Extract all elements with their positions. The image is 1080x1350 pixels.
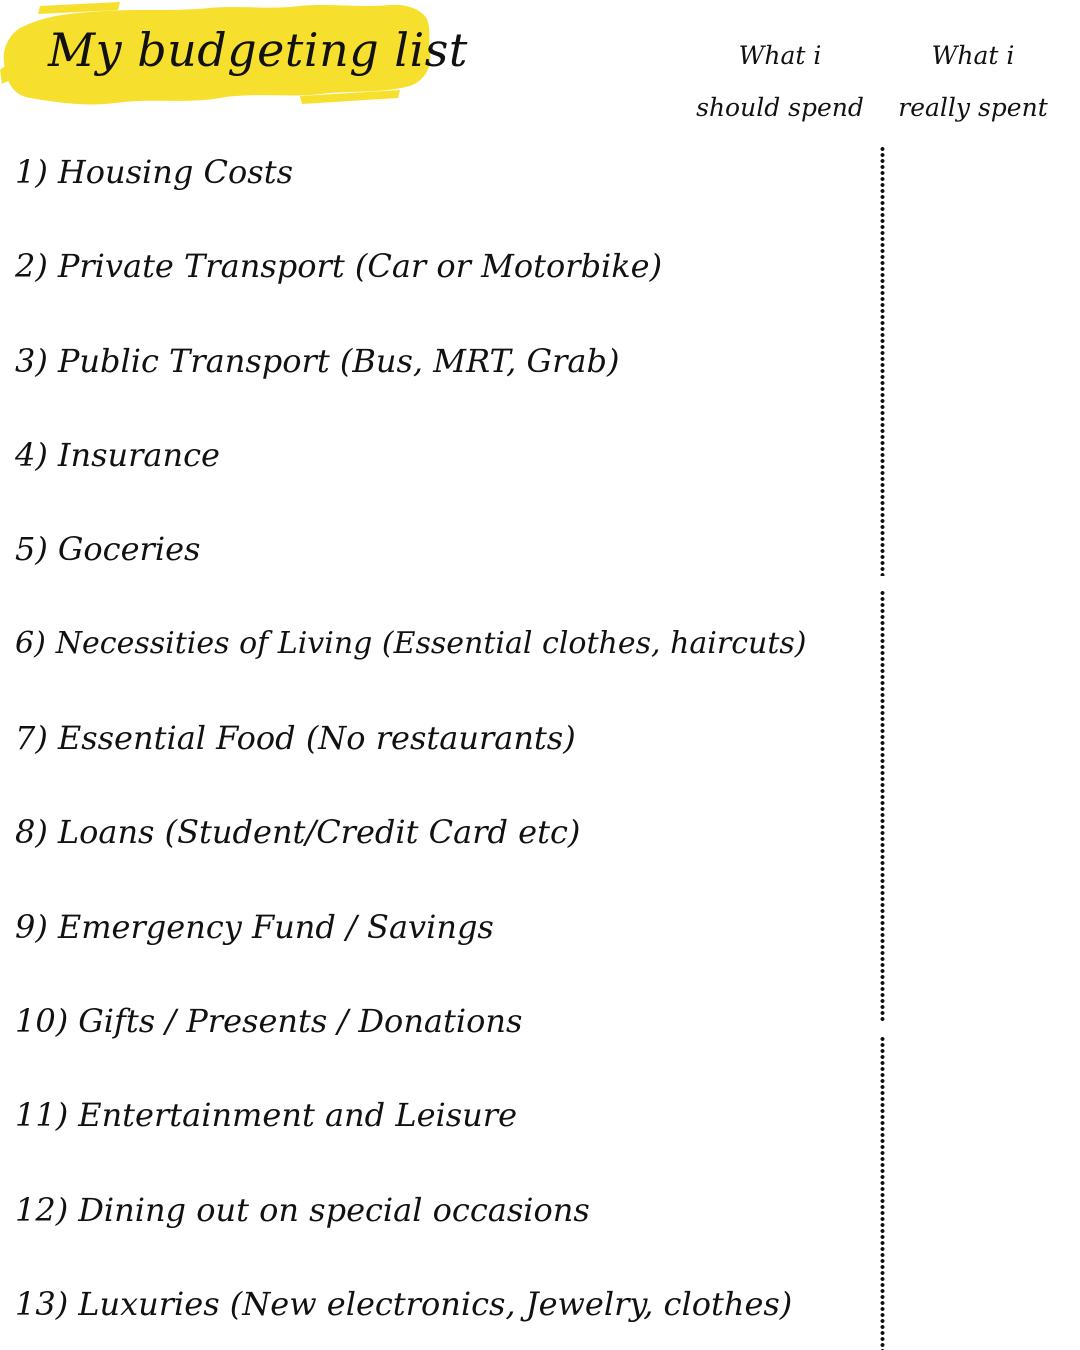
budget-item-number: 3): [15, 342, 48, 380]
budget-item-number: 10): [15, 1002, 69, 1040]
budget-item-number: 7): [15, 719, 48, 757]
page-title: My budgeting list: [48, 23, 468, 77]
budget-item-number: 12): [15, 1191, 69, 1229]
budget-item: [15, 624, 807, 664]
budget-item-label: Luxuries (New electronics, Jewelry, clothes): [78, 1285, 793, 1323]
budget-item-label: Public Transport (Bus, MRT, Grab): [57, 342, 620, 380]
budget-item-number: 1): [15, 153, 48, 191]
budget-item-label: Dining out on special occasions: [78, 1191, 590, 1229]
column-header-really-spent-line1: What i: [931, 41, 1015, 70]
column-header-should-spend-line2: should spend: [696, 93, 864, 122]
column-header-should-spend: [695, 30, 865, 134]
budget-item-label: Insurance: [57, 436, 220, 474]
budget-item-number: 13): [15, 1285, 69, 1323]
budget-item: [15, 1001, 522, 1041]
dotted-column-divider: [879, 590, 886, 1022]
dotted-column-divider: [879, 146, 886, 576]
budget-item-label: Loans (Student/Credit Card etc): [57, 813, 581, 851]
budget-item: [15, 718, 576, 758]
column-header-really-spent-line2: really spent: [898, 93, 1048, 122]
budget-item: [15, 812, 580, 852]
budget-item: [15, 1284, 792, 1324]
budget-item-number: 11): [15, 1096, 69, 1134]
budget-item-number: 9): [15, 908, 48, 946]
budget-item-label: Entertainment and Leisure: [78, 1096, 517, 1134]
budget-item: [15, 435, 220, 475]
budget-item: [15, 246, 662, 286]
budget-item-number: 6): [15, 626, 46, 661]
budget-item-label: Private Transport (Car or Motorbike): [57, 247, 663, 285]
budget-item-label: Goceries: [57, 530, 201, 568]
column-header-should-spend-line1: What i: [738, 41, 822, 70]
budget-item-label: Housing Costs: [57, 153, 293, 191]
budget-item-label: Emergency Fund / Savings: [57, 908, 494, 946]
budget-item: [15, 1190, 590, 1230]
budget-item-label: Necessities of Living (Essential clothes, haircuts): [55, 626, 807, 661]
dotted-column-divider: [879, 1036, 886, 1350]
budget-item: [15, 529, 200, 569]
title-highlight: [0, 0, 468, 110]
budget-item: [15, 907, 494, 947]
column-header-really-spent: [888, 30, 1058, 134]
budget-item-number: 5): [15, 530, 48, 568]
budget-item: [15, 152, 293, 192]
budget-item-label: Essential Food (No restaurants): [57, 719, 576, 757]
budget-item-number: 2): [15, 247, 48, 285]
budget-item-number: 4): [15, 436, 48, 474]
budget-item-number: 8): [15, 813, 48, 851]
budget-item: [15, 1095, 517, 1135]
budget-item: [15, 341, 619, 381]
budget-item-label: Gifts / Presents / Donations: [78, 1002, 523, 1040]
